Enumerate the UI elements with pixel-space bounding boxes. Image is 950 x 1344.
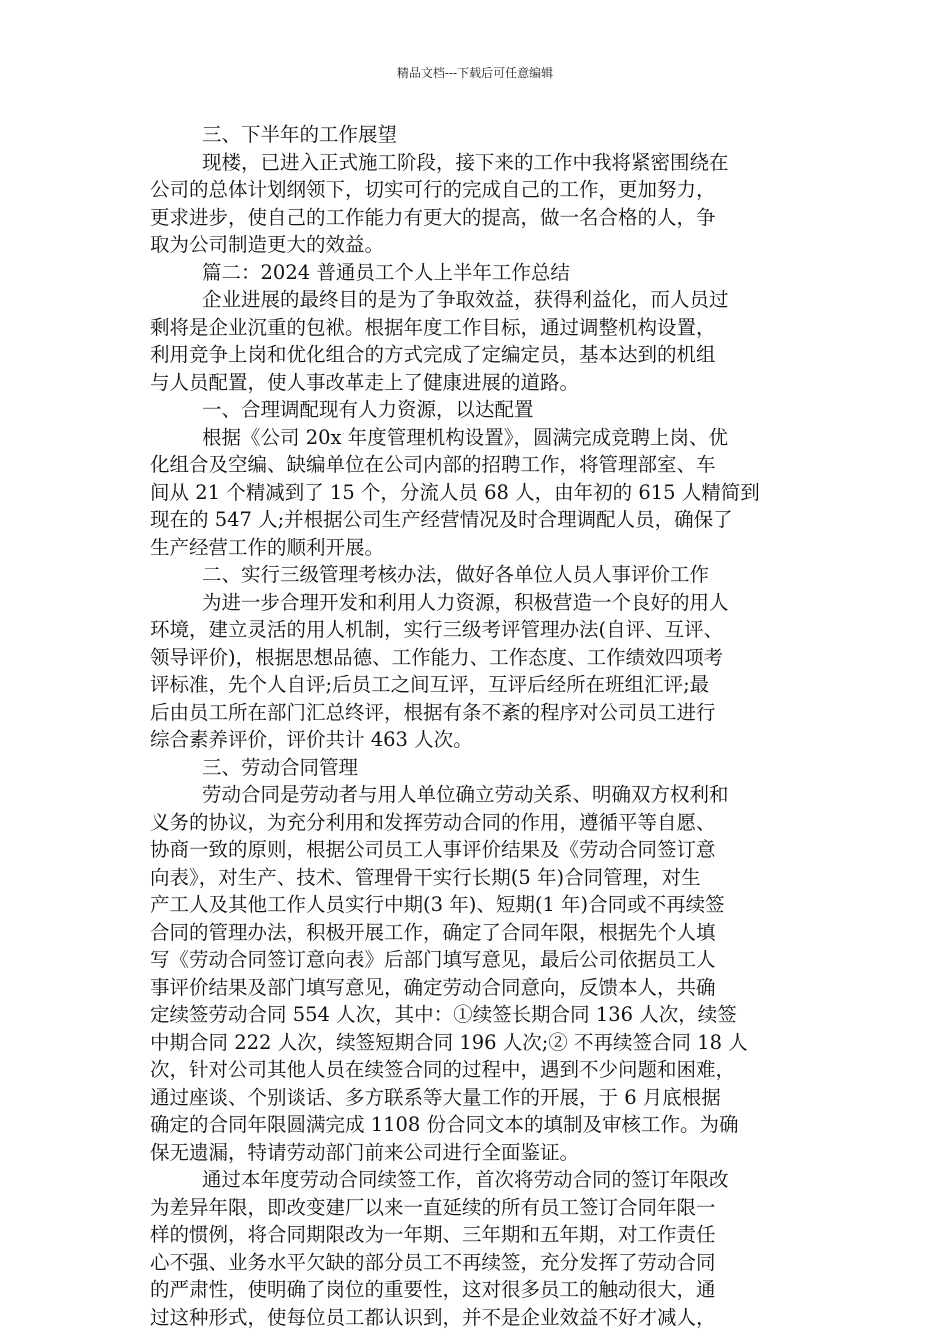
paragraph-first-line: 企业进展的最终目的是为了争取效益，获得利益化，而人员过 [202,288,729,311]
text-line: 产工人及其他工作人员实行中期(3 年)、短期(1 年)合同或不再续签 [150,893,725,916]
text-line: 保无遗漏，特请劳动部门前来公司进行全面鉴证。 [150,1140,580,1164]
text-line: 为差异年限，即改变建厂以来一直延续的所有员工签订合同年限一 [150,1195,716,1219]
paragraph-first-line: 通过本年度劳动合同续签工作，首次将劳动合同的签订年限改 [202,1168,729,1191]
text-line: 环境，建立灵活的用人机制，实行三级考评管理办法(自评、互评、 [150,618,724,641]
paragraph-first-line: 为进一步合理开发和利用人力资源，积极营造一个良好的用人 [202,590,729,614]
text-line: 心不强、业务水平欠缺的部分员工不再续签，充分发挥了劳动合同 [150,1250,716,1274]
text-line: 生产经营工作的顺利开展。 [150,535,385,559]
text-line: 后由员工所在部门汇总终评，根据有条不紊的程序对公司员工进行 [150,700,716,724]
text-line: 综合素养评价，评价共计 463 人次。 [150,728,473,751]
text-line: 评标准，先个人自评;后员工之间互评，互评后经所在班组汇评;最 [150,673,710,696]
paragraph-first-line: 一、合理调配现有人力资源，以达配置 [202,398,534,421]
text-line: 通过座谈、个别谈话、多方联系等大量工作的开展，于 6 月底根据 [150,1085,721,1109]
text-line: 定续签劳动合同 554 人次，其中：①续签长期合同 136 人次，续签 [150,1003,737,1026]
text-line: 协商一致的原则，根据公司员工人事评价结果及《劳动合同签订意 [150,838,716,861]
paragraph-first-line: 根据《公司 20x 年度管理机构设置》，圆满完成竞聘上岗、优 [202,425,728,449]
text-line: 事评价结果及部门填写意见，确定劳动合同意向，反馈本人，共确 [150,975,716,999]
text-line: 样的惯例，将合同期限改为一年期、三年期和五年期，对工作责任 [150,1223,716,1246]
paragraph-first-line: 现楼，已进入正式施工阶段，接下来的工作中我将紧密围绕在 [202,150,729,174]
text-line: 与人员配置，使人事改革走上了健康进展的道路。 [150,370,580,394]
text-line: 写《劳动合同签订意向表》后部门填写意见，最后公司依据员工人 [150,948,716,971]
paragraph-first-line: 劳动合同是劳动者与用人单位确立劳动关系、明确双方权利和 [202,783,729,806]
text-line: 过这种形式，使每位员工都认识到，并不是企业效益不好才减人， [150,1305,716,1329]
document-body [150,121,810,1331]
text-line: 利用竞争上岗和优化组合的方式完成了定编定员，基本达到的机组 [150,343,716,366]
paragraph-first-line: 三、下半年的工作展望 [202,123,398,146]
text-line: 剩将是企业沉重的包袱。根据年度工作目标，通过调整机构设置， [150,315,716,339]
text-line: 义务的协议，为充分利用和发挥劳动合同的作用，遵循平等自愿、 [150,810,716,834]
text-line: 的严肃性，使明确了岗位的重要性，这对很多员工的触动很大，通 [150,1278,716,1301]
page-header: 精品文档---下载后可任意编辑 [396,66,554,80]
paragraph-first-line: 篇二：2024 普通员工个人上半年工作总结 [202,260,570,284]
text-line: 公司的总体计划纲领下，切实可行的完成自己的工作，更加努力， [150,178,716,201]
text-line: 间从 21 个精减到了 15 个，分流人员 68 人，由年初的 615 人精简到 [150,480,760,504]
paragraph-first-line: 二、实行三级管理考核办法，做好各单位人员人事评价工作 [202,563,710,586]
text-line: 次，针对公司其他人员在续签合同的过程中，遇到不少问题和困难， [150,1058,736,1081]
paragraph-first-line: 三、劳动合同管理 [202,755,359,779]
text-line: 更求进步，使自己的工作能力有更大的提高，做一名合格的人，争 [150,205,716,229]
text-line: 确定的合同年限圆满完成 1108 份合同文本的填制及审核工作。为确 [150,1113,739,1136]
text-line: 中期合同 222 人次，续签短期合同 196 人次;② 不再续签合同 18 人 [150,1030,748,1054]
text-line: 领导评价)，根据思想品德、工作能力、工作态度、工作绩效四项考 [150,645,724,669]
text-line: 取为公司制造更大的效益。 [150,233,385,256]
text-line: 现在的 547 人;并根据公司生产经营情况及时合理调配人员，确保了 [150,508,733,531]
text-line: 合同的管理办法，积极开展工作，确定了合同年限，根据先个人填 [150,920,716,944]
text-line: 化组合及空编、缺编单位在公司内部的招聘工作，将管理部室、车 [150,453,716,476]
text-line: 向表》，对生产、技术、管理骨干实行长期(5 年)合同管理，对生 [150,865,701,889]
